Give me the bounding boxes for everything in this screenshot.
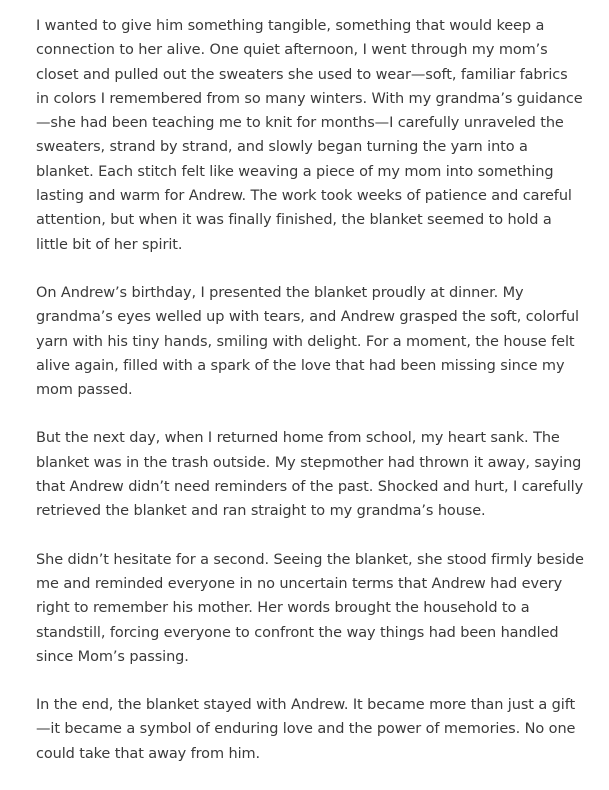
article-body — [36, 14, 584, 790]
paragraph-grandma: She didn’t hesitate for a second. Seeing the blanket, she stood firmly beside me and reminded everyone in no uncertain terms that Andrew had every right to remember his mother. Her words brought the household to a standstill, forcing everyone to confront the way things had been handled since Mom’s passing. — [36, 551, 584, 665]
paragraph-ending: In the end, the blanket stayed with Andrew. It became more than just a gift—it became a symbol of enduring love and the power of memories. No one could take that away from him. — [36, 697, 576, 762]
paragraph-blanket-making: I wanted to give him something tangible, something that would keep a connection to her alive. One quiet afternoon, I went through my mom’s closet and pulled out the sweaters she used to wear—soft, familiar fabrics in colors I remembered from so many winters. With my grandma’s guidance—she had been teaching me to knit for months—I carefully unraveled the sweaters, strand by strand, and slowly began turning the yarn into a blanket. Each stitch felt like weaving a piece of my mom into something lasting and warm for Andrew. The work took weeks of patience and careful attention, but when it was finally finished, the blanket seemed to hold a little bit of her spirit. — [36, 18, 583, 253]
paragraph-trash: But the next day, when I returned home from school, my heart sank. The blanket was in the trash outside. My stepmother had thrown it away, saying that Andrew didn’t need reminders of the past. Shocked and hurt, I carefully retrieved the blanket and ran straight to my grandma’s house. — [36, 430, 584, 520]
paragraph-birthday: On Andrew’s birthday, I presented the blanket proudly at dinner. My grandma’s eyes welled up with tears, and Andrew grasped the soft, colorful yarn with his tiny hands, smiling with delight. For a moment, the house felt alive again, filled with a spark of the love that had been missing since my mom passed. — [36, 284, 579, 399]
